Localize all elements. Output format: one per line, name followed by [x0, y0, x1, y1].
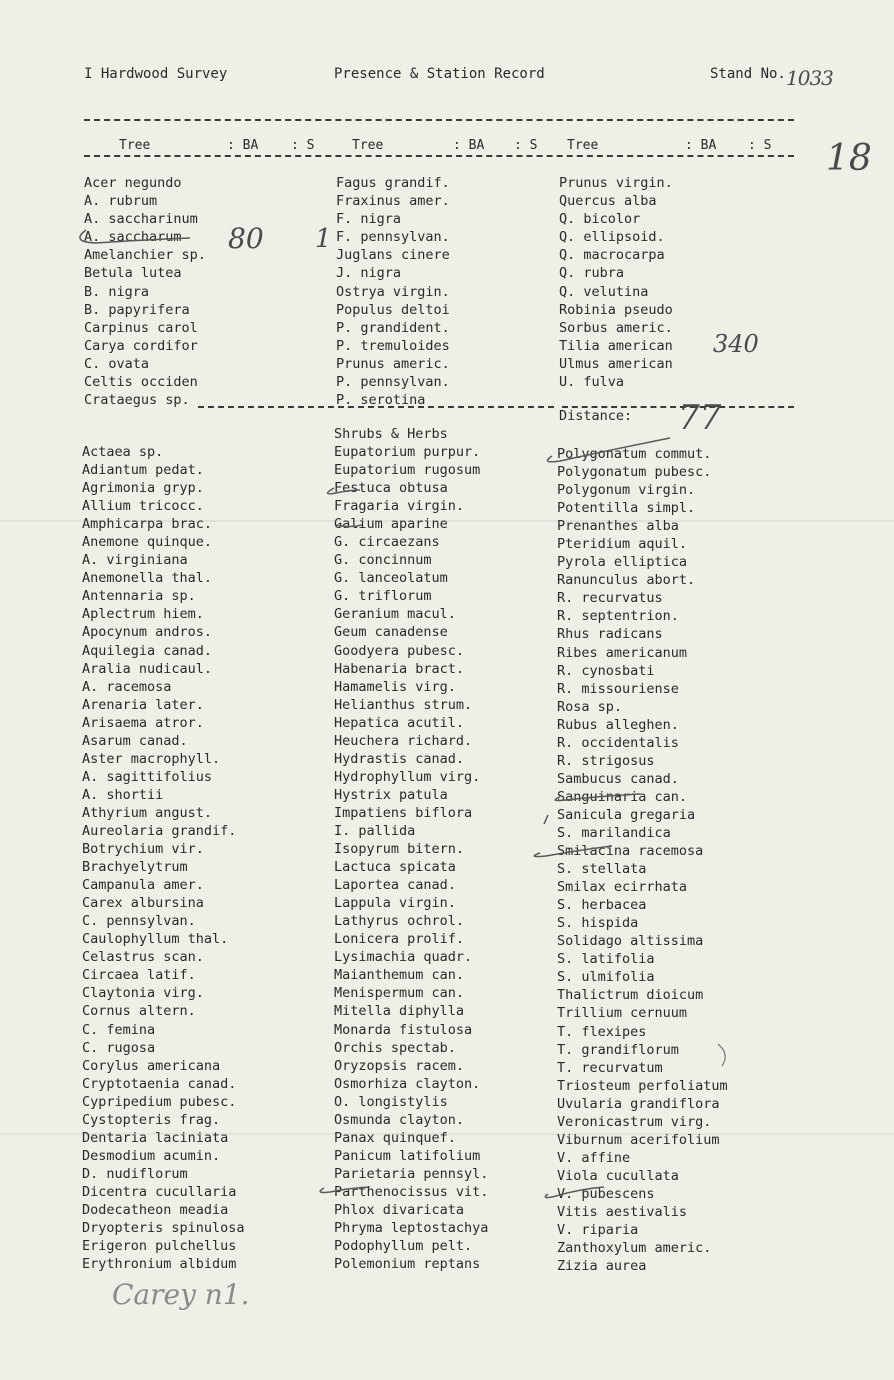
s-column-header: : S: [291, 138, 315, 153]
list-item: Lappula virgin.: [334, 895, 456, 912]
check-mark: [336, 525, 362, 527]
list-item: R. recurvatus: [557, 590, 663, 607]
list-item: Geranium macul.: [334, 606, 456, 623]
check-mark: [555, 794, 640, 801]
list-item: Laportea canad.: [334, 877, 456, 894]
list-item: A. saccharum: [84, 229, 182, 246]
list-item: Helianthus strum.: [334, 696, 473, 713]
list-item: Viburnum acerifolium: [557, 1131, 720, 1148]
list-item: Q. macrocarpa: [559, 247, 665, 264]
list-item: Hydrophyllum virg.: [334, 768, 481, 785]
list-item: Q. velutina: [559, 283, 649, 300]
list-item: Prunus virgin.: [559, 175, 673, 191]
list-item: Parthenocissus vit.: [334, 1183, 489, 1200]
check-mark: [545, 1187, 604, 1198]
list-item: J. nigra: [336, 265, 402, 282]
list-item: C. ovata: [84, 355, 150, 372]
list-item: Polygonatum pubesc.: [557, 464, 712, 481]
list-item: Hamamelis virg.: [334, 678, 456, 695]
list-item: Cryptotaenia canad.: [82, 1075, 237, 1092]
s-column-header: : S: [514, 138, 538, 153]
list-item: Phryma leptostachya: [334, 1220, 489, 1237]
list-item: Agrimonia gryp.: [82, 480, 204, 497]
list-item: Dodecatheon meadia: [82, 1201, 229, 1218]
list-item: G. concinnum: [334, 552, 432, 569]
list-item: Ostrya virgin.: [336, 283, 450, 300]
bottom-note-handwritten: Carey n1.: [112, 1278, 250, 1311]
list-item: S. herbacea: [557, 897, 647, 914]
list-item: P. tremuloides: [336, 337, 450, 354]
list-item: Hydrastis canad.: [334, 750, 465, 767]
check-mark: [544, 815, 548, 824]
list-item: Lonicera prolif.: [334, 931, 465, 948]
list-item: Asarum canad.: [82, 732, 188, 749]
list-item: V. riparia: [557, 1222, 639, 1239]
list-item: R. occidentalis: [557, 734, 679, 751]
list-item: Dicentra cucullaria: [82, 1183, 237, 1200]
list-item: Festuca obtusa: [334, 480, 448, 497]
list-item: Corylus americana: [82, 1057, 221, 1074]
list-item: S. ulmifolia: [557, 969, 655, 986]
list-item: C. rugosa: [82, 1039, 156, 1056]
check-mark: [534, 846, 612, 857]
list-item: A. virginiana: [82, 552, 188, 569]
list-item: Uvularia grandiflora: [557, 1095, 720, 1112]
list-item: A. shortii: [82, 786, 164, 803]
list-item: Solidago altissima: [557, 933, 704, 950]
check-mark: [80, 230, 190, 243]
list-item: Antennaria sp.: [82, 588, 196, 605]
list-item: Celtis occiden: [84, 374, 198, 391]
list-item: Rhus radicans: [557, 626, 663, 643]
list-item: Amphicarpa brac.: [82, 516, 213, 533]
list-item: Dryopteris spinulosa: [82, 1220, 245, 1237]
list-item: Trillium cernuum: [557, 1005, 688, 1022]
list-item: Rosa sp.: [557, 698, 623, 715]
pennsylvan-ba-handwritten: 1: [315, 224, 332, 254]
tree-column-header: Tree: [352, 138, 384, 153]
list-item: Carex albursina: [82, 895, 204, 912]
list-item: Quercus alba: [559, 193, 657, 210]
list-item: Pteridium aquil.: [557, 536, 688, 553]
list-item: Habenaria bract.: [334, 660, 465, 677]
list-item: Anemone quinque.: [82, 534, 213, 551]
list-item: Tilia american: [559, 337, 673, 354]
tree-column-header: Tree: [567, 138, 599, 153]
list-item: Panicum latifolium: [334, 1147, 481, 1164]
list-item: T. recurvatum: [557, 1059, 663, 1076]
list-item: R. cynosbati: [557, 662, 655, 679]
list-item: Goodyera pubesc.: [334, 642, 465, 659]
list-item: Zanthoxylum americ.: [557, 1240, 712, 1257]
list-item: B. nigra: [84, 283, 150, 300]
list-item: Arisaema atror.: [82, 714, 204, 731]
list-item: Polygonum virgin.: [557, 482, 696, 499]
list-item: P. pennsylvan.: [336, 374, 450, 391]
list-item: Prunus americ.: [336, 355, 450, 372]
list-item: Sorbus americ.: [559, 319, 673, 336]
list-item: Potentilla simpl.: [557, 500, 696, 517]
list-item: Botrychium vir.: [82, 841, 204, 858]
list-item: Actaea sp.: [82, 444, 164, 460]
tilia-value-handwritten: 340: [713, 330, 759, 358]
list-item: Oryzopsis racem.: [334, 1057, 465, 1074]
list-item: Lathyrus ochrol.: [334, 913, 465, 930]
list-item: F. nigra: [336, 211, 402, 228]
list-item: Erigeron pulchellus: [82, 1238, 237, 1255]
list-item: Crataegus sp.: [84, 392, 190, 409]
list-item: A. sagittifolius: [82, 768, 213, 785]
list-item: R. missouriense: [557, 680, 679, 697]
list-item: Caulophyllum thal.: [82, 931, 229, 948]
list-item: Zizia aurea: [557, 1258, 647, 1275]
list-item: G. lanceolatum: [334, 570, 448, 587]
list-item: A. saccharinum: [84, 211, 198, 228]
distance-label: Distance:: [559, 408, 633, 424]
list-item: B. papyrifera: [84, 301, 190, 318]
list-item: D. nudiflorum: [82, 1165, 188, 1182]
list-item: Anemonella thal.: [82, 570, 213, 587]
list-item: Acer negundo: [84, 175, 182, 191]
shrubs-heading: Shrubs & Herbs: [334, 426, 448, 442]
list-item: Aralia nudicaul.: [82, 660, 213, 677]
list-item: Vitis aestivalis: [557, 1203, 688, 1220]
list-item: P. serotina: [336, 392, 426, 409]
list-item: Lysimachia quadr.: [334, 949, 473, 966]
list-item: V. pubescens: [557, 1185, 655, 1202]
list-item: Mitella diphylla: [334, 1003, 465, 1020]
list-item: Sanguinaria can.: [557, 788, 688, 805]
list-item: Heuchera richard.: [334, 732, 473, 749]
list-item: Cornus altern.: [82, 1003, 196, 1020]
list-item: Sambucus canad.: [557, 770, 679, 787]
list-item: Cypripedium pubesc.: [82, 1093, 237, 1110]
list-item: Q. ellipsoid.: [559, 229, 665, 246]
list-item: Eupatorium purpur.: [334, 444, 481, 460]
check-mark: [320, 1187, 370, 1193]
list-item: Veronicastrum virg.: [557, 1113, 712, 1130]
list-item: T. grandiflorum: [557, 1041, 679, 1058]
list-item: Fagus grandif.: [336, 175, 450, 191]
list-item: Cystopteris frag.: [82, 1111, 221, 1128]
list-item: Maianthemum can.: [334, 967, 465, 984]
list-item: A. rubrum: [84, 193, 158, 210]
list-item: Allium tricocc.: [82, 498, 204, 515]
list-item: Thalictrum dioicum: [557, 987, 704, 1004]
list-item: S. stellata: [557, 861, 647, 878]
list-item: Prenanthes alba: [557, 518, 679, 535]
list-item: Campanula amer.: [82, 877, 204, 894]
list-item: I. pallida: [334, 822, 416, 839]
ba-column-header: : BA: [227, 138, 259, 153]
list-item: C. pennsylvan.: [82, 913, 196, 930]
list-item: Geum canadense: [334, 624, 448, 641]
list-item: P. grandident.: [336, 319, 450, 336]
list-item: Smilax ecirrhata: [557, 879, 688, 896]
list-item: Polemonium reptans: [334, 1256, 481, 1273]
list-item: Hepatica acutil.: [334, 714, 465, 731]
list-item: S. hispida: [557, 915, 639, 932]
tree-column-header: Tree: [119, 138, 151, 153]
survey-title: I Hardwood Survey: [84, 66, 228, 82]
list-item: Athyrium angust.: [82, 804, 213, 821]
list-item: Desmodium acumin.: [82, 1147, 221, 1164]
list-item: Dentaria laciniata: [82, 1129, 229, 1146]
list-item: F. pennsylvan.: [336, 229, 450, 246]
list-item: Triosteum perfoliatum: [557, 1077, 728, 1094]
list-item: Lactuca spicata: [334, 859, 456, 876]
list-item: Aster macrophyll.: [82, 750, 221, 767]
list-item: Circaea latif.: [82, 967, 196, 984]
list-item: Juglans cinere: [336, 247, 450, 264]
list-item: Pyrola elliptica: [557, 554, 688, 571]
list-item: Impatiens biflora: [334, 804, 473, 821]
list-item: Erythronium albidum: [82, 1256, 237, 1273]
list-item: Smilacina racemosa: [557, 843, 704, 860]
list-item: Viola cucullata: [557, 1167, 679, 1184]
list-item: Podophyllum pelt.: [334, 1238, 473, 1255]
check-mark: [718, 1044, 725, 1066]
list-item: S. marilandica: [557, 824, 671, 841]
list-item: Phlox divaricata: [334, 1201, 465, 1218]
list-item: Sanicula gregaria: [557, 806, 696, 823]
stand-number-handwritten: 1033: [786, 66, 833, 90]
stand-label: Stand No.: [710, 66, 786, 82]
list-item: R. strigosus: [557, 752, 655, 769]
ba-column-header: : BA: [685, 138, 717, 153]
list-item: Robinia pseudo: [559, 301, 673, 318]
list-item: Q. rubra: [559, 265, 625, 282]
list-item: V. affine: [557, 1149, 631, 1166]
list-item: U. fulva: [559, 374, 625, 391]
list-item: Hystrix patula: [334, 786, 448, 803]
list-item: Claytonia virg.: [82, 985, 204, 1002]
list-item: T. flexipes: [557, 1023, 647, 1040]
list-item: Parietaria pennsyl.: [334, 1165, 489, 1182]
check-mark: [327, 488, 360, 494]
list-item: S. latifolia: [557, 951, 655, 968]
s-column-header: : S: [748, 138, 772, 153]
record-title: Presence & Station Record: [334, 66, 545, 82]
list-item: Polygonatum commut.: [557, 446, 712, 462]
list-item: Populus deltoi: [336, 301, 450, 318]
distance-value-handwritten: 77: [678, 398, 722, 438]
list-item: Adiantum pedat.: [82, 462, 204, 479]
list-item: Monarda fistulosa: [334, 1021, 473, 1038]
list-item: Q. bicolor: [559, 211, 641, 228]
list-item: O. longistylis: [334, 1093, 448, 1110]
list-item: Eupatorium rugosum: [334, 462, 481, 479]
list-item: Ranunculus abort.: [557, 572, 696, 589]
list-item: Menispermum can.: [334, 985, 465, 1002]
list-item: C. femina: [82, 1021, 156, 1038]
list-item: Panax quinquef.: [334, 1129, 456, 1146]
margin-number-handwritten: 18: [826, 138, 872, 179]
list-item: Fragaria virgin.: [334, 498, 465, 515]
list-item: Brachyelytrum: [82, 859, 188, 876]
list-item: Apocynum andros.: [82, 624, 213, 641]
saccharum-ba-handwritten: 80: [228, 222, 264, 255]
list-item: Betula lutea: [84, 265, 182, 282]
list-item: Carya cordifor: [84, 337, 198, 354]
list-item: Amelanchier sp.: [84, 247, 206, 264]
list-item: Aureolaria grandif.: [82, 822, 237, 839]
list-item: Isopyrum bitern.: [334, 841, 465, 858]
check-mark: [548, 438, 671, 462]
ba-column-header: : BA: [453, 138, 485, 153]
list-item: Ribes americanum: [557, 644, 688, 661]
list-item: R. septentrion.: [557, 608, 679, 625]
list-item: Galium aparine: [334, 516, 448, 533]
list-item: Fraxinus amer.: [336, 193, 450, 210]
list-item: Rubus alleghen.: [557, 716, 679, 733]
list-item: Aplectrum hiem.: [82, 606, 204, 623]
list-item: Osmunda clayton.: [334, 1111, 465, 1128]
list-item: Ulmus american: [559, 355, 673, 372]
list-item: Celastrus scan.: [82, 949, 204, 966]
list-item: G. circaezans: [334, 534, 440, 551]
list-item: Osmorhiza clayton.: [334, 1075, 481, 1092]
list-item: Orchis spectab.: [334, 1039, 456, 1056]
list-item: Carpinus carol: [84, 319, 198, 336]
list-item: Arenaria later.: [82, 696, 204, 713]
list-item: A. racemosa: [82, 678, 172, 695]
list-item: Aquilegia canad.: [82, 642, 213, 659]
list-item: G. triflorum: [334, 588, 432, 605]
